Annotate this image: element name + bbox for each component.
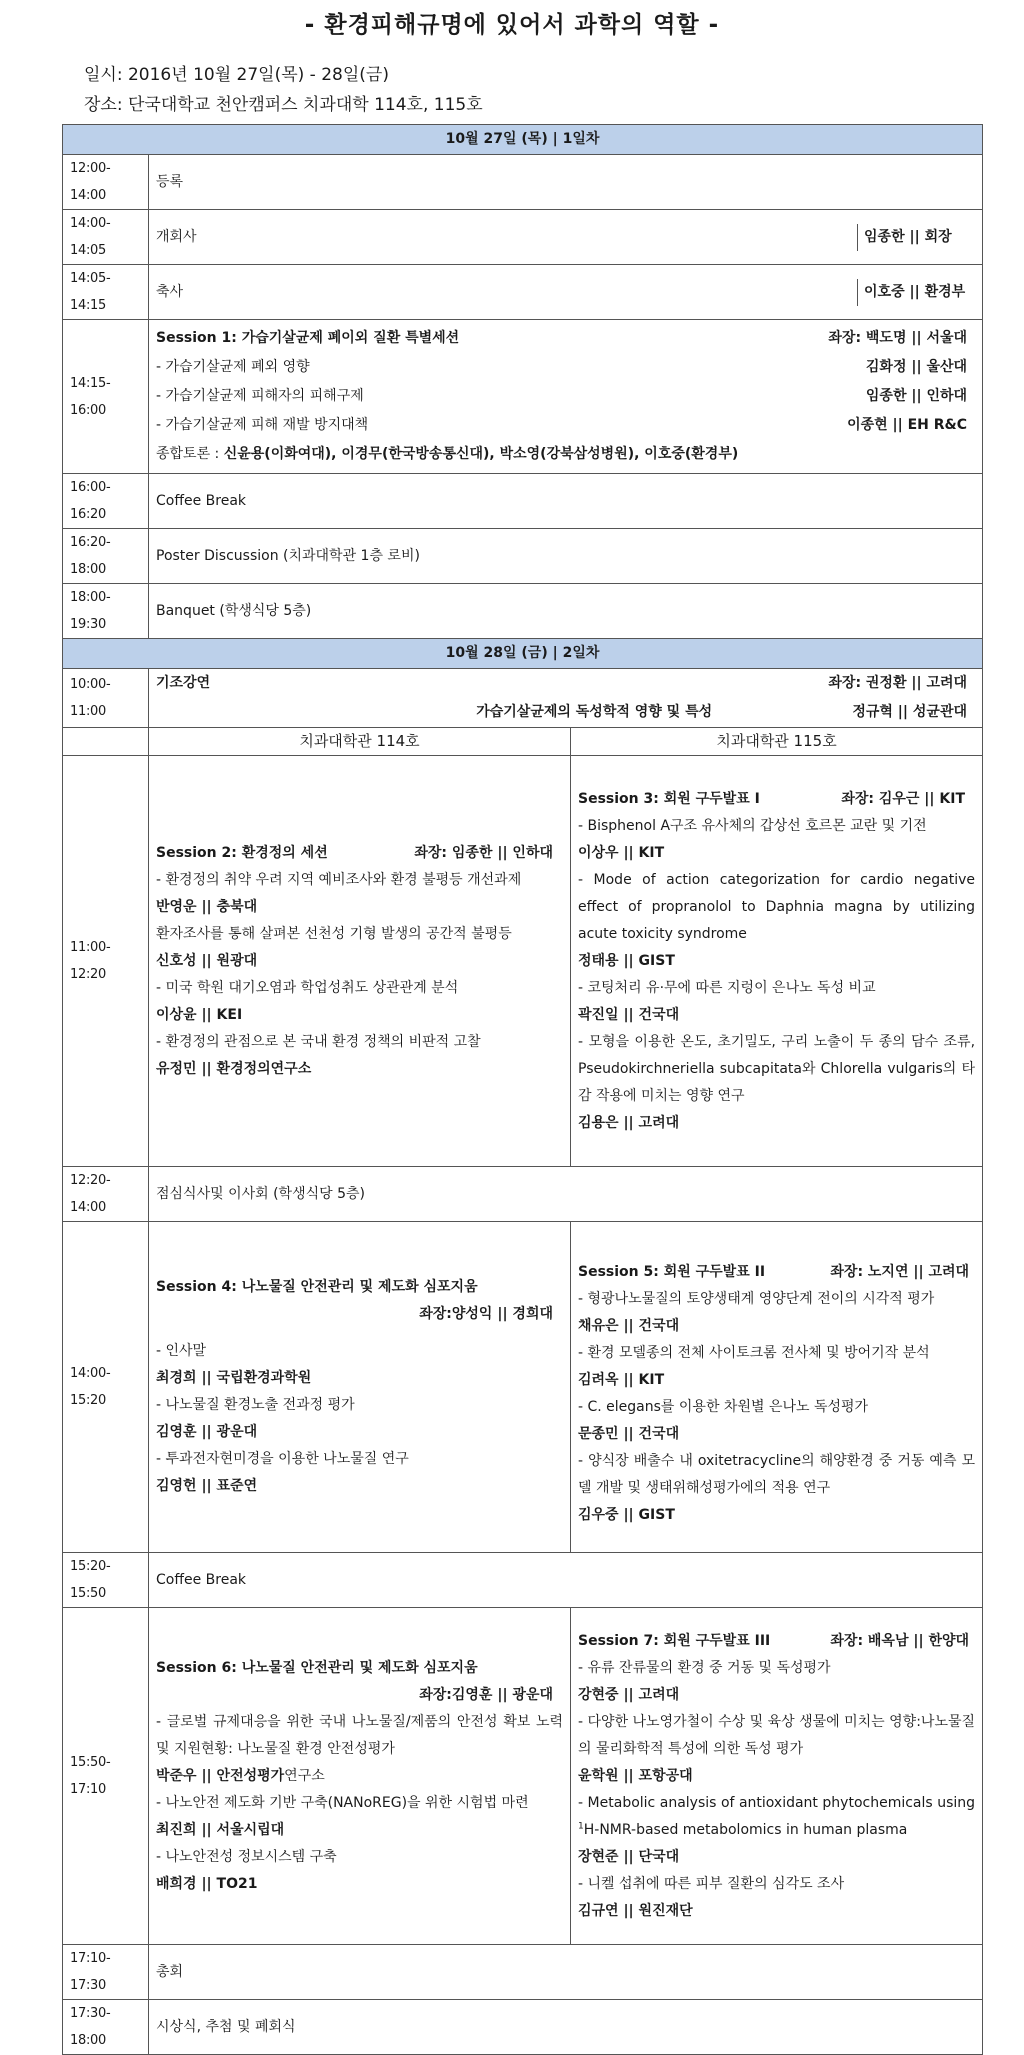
talk-title: - 미국 학원 대기오염과 학업성취도 상관관계 분석 xyxy=(156,979,459,996)
talk-title: - 인사말 xyxy=(156,1343,207,1359)
table-row xyxy=(63,210,983,265)
session-chair: 좌장: 노지연 || 고려대 xyxy=(830,1264,970,1280)
talk-speaker: 김규연 || 원진재단 xyxy=(578,1902,693,1919)
talk-speaker: 윤학원 || 포항공대 xyxy=(578,1767,693,1784)
keynote-chair: 좌장: 권정환 || 고려대 xyxy=(828,675,968,691)
session-chair: 좌장: 김우근 || KIT xyxy=(841,790,966,807)
talk-title: 환자조사를 통해 살펴본 선천성 기형 발생의 공간적 불평등 xyxy=(156,925,512,942)
table-row xyxy=(63,1167,983,1222)
session6-cell xyxy=(149,1608,571,1945)
session1-row xyxy=(63,320,983,474)
talk-speaker: 김화정 || 울산대 xyxy=(865,359,968,375)
talk-title: - 나노물질 환경노출 전과정 평가 xyxy=(156,1397,355,1413)
talk-speaker: 김영헌 || 표준연 xyxy=(156,1478,258,1494)
keynote-title: 기조강연 xyxy=(156,675,211,691)
talk-title: - 모형을 이용한 온도, 초기밀도, 구리 노출이 두 종의 담수 조류, Pseudokirchneriella subcapitata와 Chlorella vulgaris의 타감 작용에 미치는 영향 연구 xyxy=(578,1033,976,1104)
session-title: Session 3: 회원 구두발표 I xyxy=(578,790,760,807)
event-cell: 점심식사및 이사회 (학생식당 5층) xyxy=(149,1167,983,1222)
talk-title: - 가습기살균제 폐외 영향 xyxy=(156,359,310,375)
talk-title: - 환경정의 관점으로 본 국내 환경 정책의 비판적 고찰 xyxy=(156,1033,481,1050)
table-row xyxy=(63,2000,983,2055)
talk-title: - C. elegans를 이용한 차원별 은나노 독성평가 xyxy=(578,1399,869,1415)
session-title: Session 6: 나노물질 안전관리 및 제도화 심포지움 xyxy=(156,1659,478,1676)
session5-cell xyxy=(571,1222,983,1553)
talk-speaker: 유정민 || 환경정의연구소 xyxy=(156,1060,312,1077)
time-cell: 11:00-12:20 xyxy=(63,756,149,1167)
session2-cell xyxy=(149,756,571,1167)
keynote-row xyxy=(63,669,983,728)
session7-cell xyxy=(571,1608,983,1945)
talk-speaker: 반영운 || 충북대 xyxy=(156,898,258,915)
speaker-affil: 연구소 xyxy=(284,1767,325,1784)
page-title: - 환경피해규명에 있어서 과학의 역할 - xyxy=(304,12,720,38)
session-title: Session 5: 회원 구두발표 II xyxy=(578,1264,766,1280)
talk-title: - 가습기살균제 피해 재발 방지대책 xyxy=(156,417,369,433)
session4-cell xyxy=(149,1222,571,1553)
event-cell: 등록 xyxy=(149,155,983,210)
schedule-table xyxy=(62,124,983,2055)
talk-speaker: 임종한 || 인하대 xyxy=(865,388,968,404)
table-row xyxy=(63,529,983,584)
event-cell: 시상식, 추첨 및 폐회식 xyxy=(149,2000,983,2055)
event-cell: 개회사 xyxy=(156,228,197,245)
talk-title: - 나노안전 제도화 기반 구축(NANoREG)을 위한 시험법 마련 xyxy=(156,1794,529,1811)
talk-title: - 환경정의 취약 우려 지역 예비조사와 환경 불평등 개선과제 xyxy=(156,871,522,888)
room-header-row xyxy=(63,728,983,756)
talk-title: - 양식장 배출수 내 oxitetracycline의 해양환경 중 거동 예측 모델 개발 및 생태위해성평가에의 적용 연구 xyxy=(578,1453,976,1496)
time-cell: 14:00-14:05 xyxy=(63,210,149,265)
time-cell: 18:00-19:30 xyxy=(63,584,149,639)
session-chair: 좌장: 배옥남 || 한양대 xyxy=(830,1632,970,1649)
room-115: 치과대학관 115호 xyxy=(571,728,983,756)
table-row xyxy=(63,1945,983,2000)
session-title: Session 4: 나노물질 안전관리 및 제도화 심포지움 xyxy=(156,1279,478,1295)
event-cell: Coffee Break xyxy=(149,474,983,529)
table-row xyxy=(63,1553,983,1608)
session-chair: 좌장:김영훈 || 광운대 xyxy=(419,1686,553,1703)
talk-title: - Metabolic analysis of antioxidant phytochemicals using $^1$H-NMR-based metabolomics in human plasma xyxy=(578,1794,976,1838)
speaker-cell: 임종한 || 회장 xyxy=(857,224,982,251)
talk-speaker: 정태용 || GIST xyxy=(578,952,675,969)
talk-title: - 글로벌 규제대응을 위한 국내 나노물질/제품의 안전성 확보 노력 및 지원현황: 나노물질 환경 안전성평가 xyxy=(156,1713,563,1757)
time-cell: 16:20-18:00 xyxy=(63,529,149,584)
table-row xyxy=(63,265,983,320)
talk-title: - 다양한 나노영가철이 수상 및 육상 생물에 미치는 영향:나노물질의 물리화학적 특성에 의한 독성 평가 xyxy=(578,1713,976,1757)
talk-speaker: 배희경 || TO21 xyxy=(156,1875,258,1892)
talk-speaker: 이종현 || EH R&C xyxy=(847,417,968,433)
talk-speaker: 김우중 || GIST xyxy=(578,1507,675,1523)
table-row xyxy=(63,155,983,210)
event-meta xyxy=(84,42,1024,124)
talk-speaker: 채유은 || 건국대 xyxy=(578,1318,680,1334)
table-row xyxy=(63,474,983,529)
time-cell: 16:00-16:20 xyxy=(63,474,149,529)
talk-title: - 유류 잔류물의 환경 중 거동 및 독성평가 xyxy=(578,1659,831,1676)
speaker-cell: 이호중 || 환경부 xyxy=(857,279,982,306)
talk-speaker: 김용은 || 고려대 xyxy=(578,1114,680,1131)
room-114: 치과대학관 114호 xyxy=(149,728,571,756)
talk-speaker: 강현중 || 고려대 xyxy=(578,1686,680,1703)
talk-speaker: 이상윤 || KEI xyxy=(156,1006,243,1023)
talk-title: - 가습기살균제 피해자의 피해구제 xyxy=(156,388,364,404)
keynote-speaker: 정규혁 || 성균관대 xyxy=(852,704,968,720)
talk-speaker: 이상우 || KIT xyxy=(578,844,665,861)
talk-speaker xyxy=(156,1763,563,1790)
time-cell: 17:10-17:30 xyxy=(63,1945,149,2000)
session-title: Session 7: 회원 구두발표 III xyxy=(578,1632,771,1649)
event-cell: Banquet (학생식당 5층) xyxy=(149,584,983,639)
event-venue: 장소: 단국대학교 천안캠퍼스 치과대학 114호, 115호 xyxy=(84,95,483,115)
event-cell: 축사 xyxy=(156,283,184,300)
session-title: Session 1: 가습기살균제 폐이외 질환 특별세션 xyxy=(156,330,460,346)
time-cell: 14:00-15:20 xyxy=(63,1222,149,1553)
talk-speaker: 문종민 || 건국대 xyxy=(578,1426,680,1442)
talk-speaker: 최진희 || 서울시립대 xyxy=(156,1821,285,1838)
talk-title: - 코팅처리 유·무에 따른 지렁이 은나노 독성 비교 xyxy=(578,979,876,996)
block1-row xyxy=(63,756,983,1167)
session3-cell xyxy=(571,756,983,1167)
table-row xyxy=(63,584,983,639)
speaker-name: 박준우 || 안전성평가 xyxy=(156,1767,285,1784)
session-chair: 좌장: 임종한 || 인하대 xyxy=(414,844,553,861)
event-cell: 총회 xyxy=(149,1945,983,2000)
block2-row xyxy=(63,1222,983,1553)
talk-title: - Bisphenol A구조 유사체의 갑상선 호르몬 교란 및 기전 xyxy=(578,817,927,834)
time-cell: 15:50-17:10 xyxy=(63,1608,149,1945)
time-cell: 17:30-18:00 xyxy=(63,2000,149,2055)
block3-row xyxy=(63,1608,983,1945)
event-cell: Coffee Break xyxy=(149,1553,983,1608)
time-cell: 15:20-15:50 xyxy=(63,1553,149,1608)
talk-speaker: 신호성 || 원광대 xyxy=(156,952,258,969)
day1-header: 10월 27일 (목) | 1일차 xyxy=(63,125,983,155)
session-chair: 좌장: 백도명 || 서울대 xyxy=(828,330,968,346)
talk-title: - 환경 모델종의 전체 사이토크롬 전사체 및 방어기작 분석 xyxy=(578,1345,930,1361)
talk-speaker: 김려옥 || KIT xyxy=(578,1372,665,1388)
talk-speaker: 최경희 || 국립환경과학원 xyxy=(156,1370,312,1386)
discussion-label: 종합토론 : xyxy=(156,446,224,462)
time-cell: 10:00-11:00 xyxy=(63,669,149,728)
talk-title: - 투과전자현미경을 이용한 나노물질 연구 xyxy=(156,1451,409,1467)
event-date: 일시: 2016년 10월 27일(목) - 28일(금) xyxy=(84,65,389,85)
talk-title: - 형광나노물질의 토양생태계 영양단계 전이의 시각적 평가 xyxy=(578,1291,935,1307)
day2-header: 10월 28일 (금) | 2일차 xyxy=(63,639,983,669)
time-cell: 14:15-16:00 xyxy=(63,320,149,474)
talk-title: - Mode of action categorization for cardio negative effect of propranolol to Daphnia magna by utilizing acute toxicity syndrome xyxy=(578,871,976,942)
talk-speaker: 장현준 || 단국대 xyxy=(578,1848,680,1865)
session-title: Session 2: 환경정의 세션 xyxy=(156,844,328,861)
keynote-talk: 가습기살균제의 독성학적 영향 및 특성 xyxy=(476,704,713,720)
time-cell: 14:05-14:15 xyxy=(63,265,149,320)
session-chair: 좌장:양성익 || 경희대 xyxy=(419,1306,553,1322)
talk-speaker: 곽진일 || 건국대 xyxy=(578,1006,680,1023)
event-cell: Poster Discussion (치과대학관 1층 로비) xyxy=(149,529,983,584)
talk-speaker: 김영훈 || 광운대 xyxy=(156,1424,258,1440)
talk-title: - 나노안전성 정보시스템 구축 xyxy=(156,1848,337,1865)
time-cell: 12:20-14:00 xyxy=(63,1167,149,1222)
talk-title: - 니켈 섭취에 따른 피부 질환의 심각도 조사 xyxy=(578,1875,845,1892)
time-cell: 12:00-14:00 xyxy=(63,155,149,210)
discussion-panel: 신윤용(이화여대), 이경무(한국방송통신대), 박소영(강북삼성병원), 이호중(환경부) xyxy=(223,446,739,462)
